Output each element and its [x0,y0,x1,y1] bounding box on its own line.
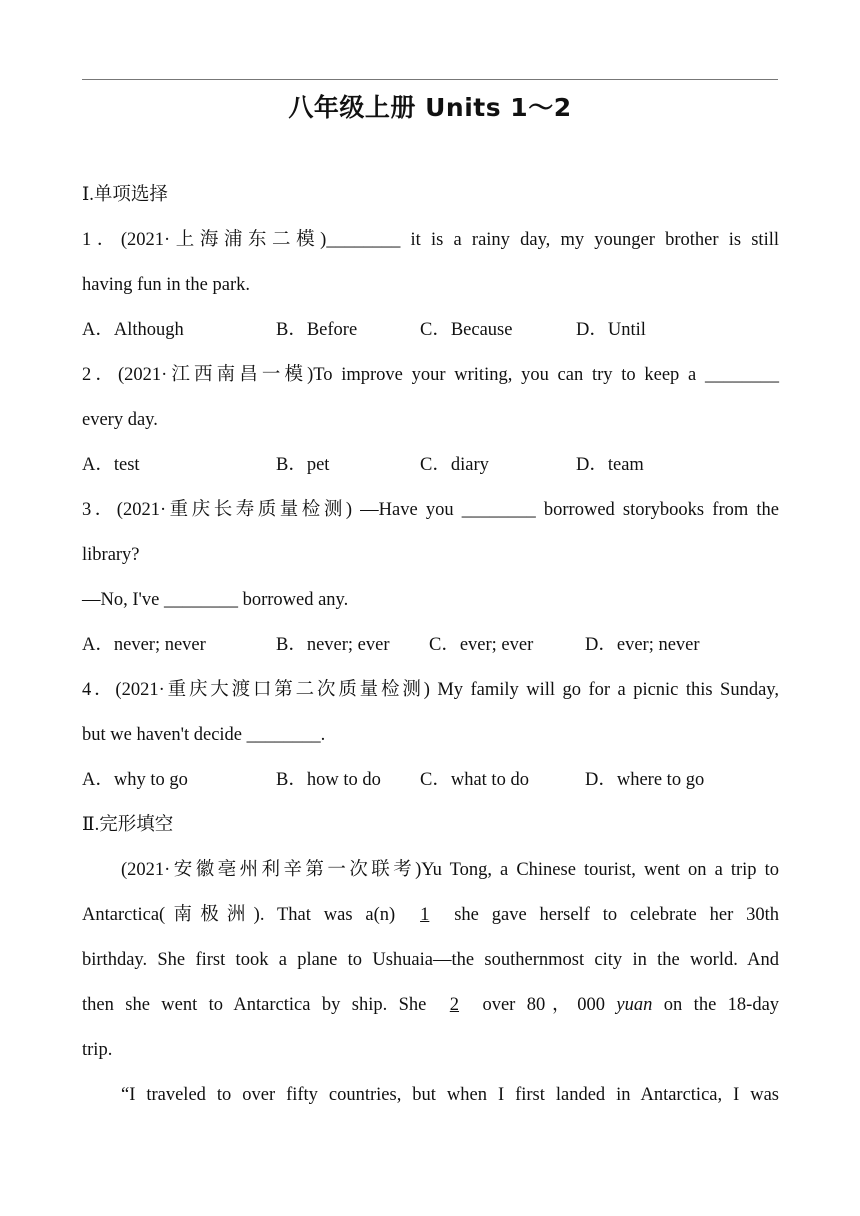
question-3-option-c: C．ever; ever [429,635,534,655]
cloze-paragraph-1-line-4 [82,993,779,1017]
cloze-text: she gave herself to celebrate her 30th [454,905,779,925]
cloze-blank-1: 1 [420,905,430,925]
question-3-option-d: D．ever; never [585,635,700,655]
cloze-text: on the 18-day [663,995,780,1015]
cloze-text: then she went to Antarctica by ship. She [82,995,427,1015]
question-4-option-d: D．where to go [585,770,705,790]
question-2-option-b: B．pet [276,455,330,475]
question-1-option-d: D．Until [576,320,646,340]
question-3-option-b: B．never; ever [276,635,390,655]
cloze-paragraph-1-line-3: birthday. She first took a plane to Ushuaia—the southernmost city in the world. And [82,950,779,970]
page-title: 八年级上册 Units 1～2 [288,93,572,122]
question-4-text-cont: but we haven't decide ________. [82,725,326,745]
cloze-paragraph-1-line-1: (2021·安徽亳州利辛第一次联考)Yu Tong, a Chinese tourist, went on a trip to [121,860,779,880]
question-4-text: 4．(2021·重庆大渡口第二次质量检测) My family will go for a picnic this Sunday, [82,680,779,700]
question-3-text-cont: library? [82,545,140,565]
question-1-text: 1．(2021·上海浦东二模)________ it is a rainy day, my younger brother is still [82,230,779,250]
question-2-text: 2．(2021·江西南昌一模)To improve your writing, you can try to keep a ________ [82,365,779,385]
question-1-option-b: B．Before [276,320,358,340]
question-2-option-a: A．test [82,455,140,475]
question-3-text: 3．(2021·重庆长寿质量检测) —Have you ________ borrowed storybooks from the [82,500,779,520]
question-2-text-cont: every day. [82,410,158,430]
cloze-text: over 80，000 [482,995,605,1015]
question-4-option-c: C．what to do [420,770,529,790]
cloze-blank-2: 2 [449,995,460,1015]
question-1-option-a: A．Although [82,320,184,340]
header-rule [82,79,778,80]
question-2-option-d: D．team [576,455,644,475]
question-4-option-b: B．how to do [276,770,381,790]
cloze-paragraph-1-line-2 [82,903,779,927]
cloze-text: Antarctica(南极洲). That was a(n) [82,905,396,925]
question-1-option-c: C．Because [420,320,513,340]
question-4-option-a: A．why to go [82,770,188,790]
cloze-paragraph-1-line-5: trip. [82,1040,113,1060]
section-heading-cloze: Ⅱ.完形填空 [82,815,174,835]
section-heading-multiple-choice: Ⅰ.单项选择 [82,185,168,205]
question-3-option-a: A．never; never [82,635,206,655]
question-2-option-c: C．diary [420,455,489,475]
question-3-reply: —No, I've ________ borrowed any. [82,590,349,610]
cloze-paragraph-2-line-1: “I traveled to over fifty countries, but when I first landed in Antarctica, I was [121,1085,779,1105]
question-1-text-cont: having fun in the park. [82,275,250,295]
cloze-text-italic: yuan [616,995,653,1015]
